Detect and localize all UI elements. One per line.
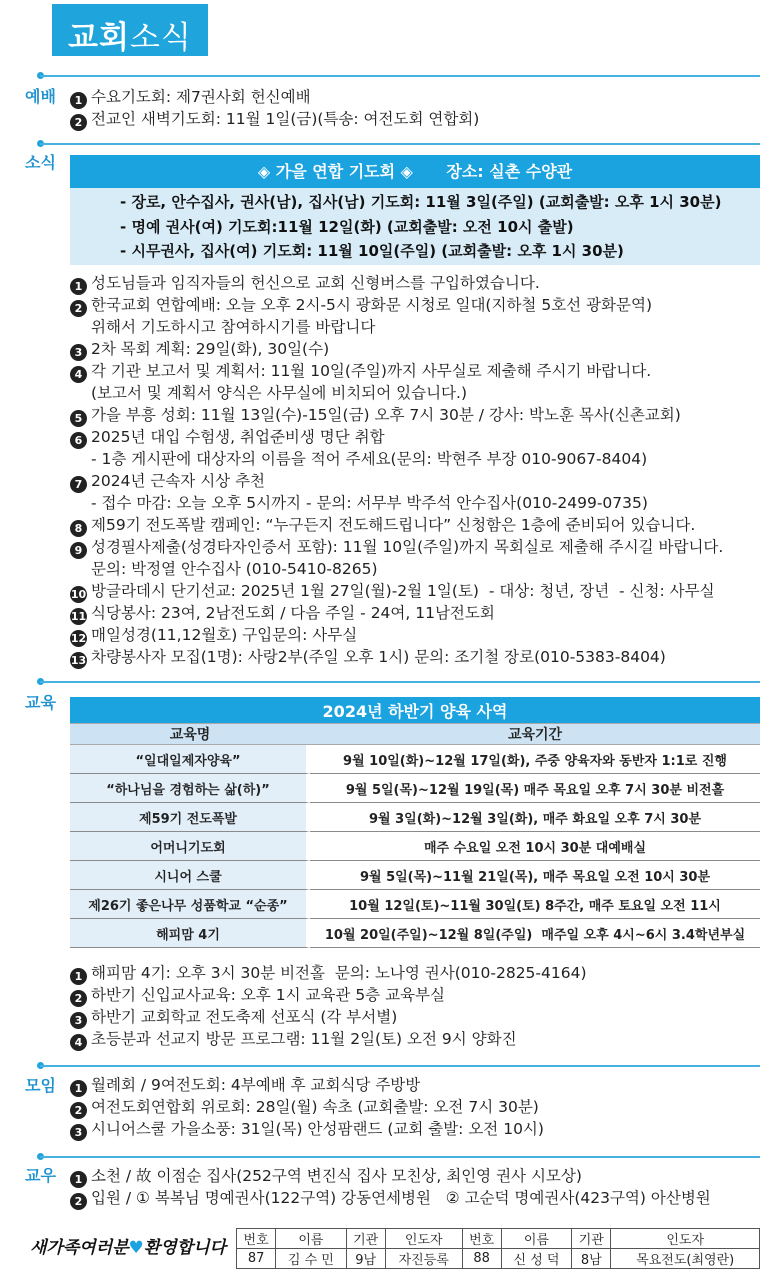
list-item xyxy=(70,108,760,130)
list-item xyxy=(70,294,760,316)
item-number: 1 xyxy=(70,92,87,109)
course-name: 제26기 좋은나무 성품학교 “순종” xyxy=(70,890,310,919)
item-text: 식당봉사: 23여, 2남전도회 / 다음 주일 - 24여, 11남전도회 xyxy=(91,604,495,622)
list-item xyxy=(70,624,760,646)
list-item xyxy=(70,1074,760,1096)
page-title xyxy=(52,4,208,56)
section-label-news: 소식 xyxy=(25,153,56,172)
banner-line: - 명예 권사(여) 기도회:11월 12일(화) (교회출발: 오전 10시 출발) xyxy=(120,217,574,236)
banner-line: - 시무권사, 집사(여) 기도회: 11월 10일(주일) (교회출발: 오후 1시 30분) xyxy=(120,242,624,260)
item-text: 입원 / ① 복복님 명예권사(122구역) 강동연세병원 ② 고순덕 명예권사(423구역) 아산병원 xyxy=(91,1189,711,1207)
welcome-message xyxy=(30,1233,226,1258)
item-number: 1 xyxy=(70,1080,87,1097)
table-cell: 8남 xyxy=(572,1249,611,1269)
worship-list xyxy=(70,86,760,130)
item-text: 전교인 새벽기도회: 11월 1일(금)(특송: 여전도회 연합회) xyxy=(91,110,480,128)
item-number: 2 xyxy=(70,990,87,1007)
list-item xyxy=(70,536,760,558)
page-title-bold: 교회 xyxy=(68,20,130,56)
item-number: 12 xyxy=(70,632,87,645)
item-number: 1 xyxy=(70,278,87,295)
meetings-list xyxy=(70,1074,760,1140)
section-divider xyxy=(40,681,760,683)
item-text: 각 기관 보고서 및 계획서: 11월 10일(주일)까지 사무실로 제출해 주시기 바랍니다. xyxy=(91,362,652,380)
section-label-meetings: 모임 xyxy=(25,1076,56,1095)
item-number: 3 xyxy=(70,1012,87,1029)
item-number: 1 xyxy=(70,1171,87,1188)
course-name: 해피맘 4기 xyxy=(70,919,310,948)
item-number: 11 xyxy=(70,610,87,623)
section-label-education: 교육 xyxy=(25,693,56,712)
list-item xyxy=(70,404,760,426)
item-number: 2 xyxy=(70,114,87,131)
item-number: 8 xyxy=(70,520,87,537)
list-item xyxy=(70,426,760,448)
list-item xyxy=(70,86,760,108)
table-row xyxy=(70,774,760,803)
item-number: 10 xyxy=(70,588,87,601)
section-divider xyxy=(40,1156,760,1158)
column-header: 번호 xyxy=(462,1229,501,1249)
item-text: 수요기도회: 제7권사회 헌신예배 xyxy=(91,88,311,106)
list-item-continued: - 접수 마감: 오늘 오후 5시까지 - 문의: 서무부 박주석 안수집사(010-2499-0735) xyxy=(91,494,648,512)
list-item xyxy=(70,360,760,382)
item-number: 3 xyxy=(70,1124,87,1141)
course-period: 10월 12일(토)~11월 30일(토) 8주간, 매주 토요일 오전 11시 xyxy=(310,890,760,919)
list-item xyxy=(70,1028,760,1050)
members-list xyxy=(70,1165,760,1209)
education-list xyxy=(70,962,760,1050)
course-period: 9월 3일(화)~12월 3일(화), 매주 화요일 오후 7시 30분 xyxy=(310,803,760,832)
table-row xyxy=(237,1249,760,1269)
column-header: 번호 xyxy=(237,1229,276,1249)
item-text: 해피맘 4기: 오후 3시 30분 비전홀 문의: 노나영 권사(010-2825-4164) xyxy=(91,964,587,982)
list-item xyxy=(70,1006,760,1028)
education-table xyxy=(70,697,760,948)
table-cell: 김 수 민 xyxy=(276,1249,346,1269)
item-number: 9 xyxy=(70,542,87,559)
item-number: 3 xyxy=(70,344,87,361)
list-item-continued: 위해서 기도하시고 참여하시기를 바랍니다 xyxy=(91,318,376,336)
list-item xyxy=(70,984,760,1006)
list-item xyxy=(70,272,760,294)
list-item xyxy=(70,962,760,984)
table-row xyxy=(70,919,760,948)
course-name: “하나님을 경험하는 삶(하)” xyxy=(70,774,310,803)
item-number: 13 xyxy=(70,654,87,667)
course-name: “일대일제자양육” xyxy=(70,745,310,774)
table-row xyxy=(70,745,760,774)
column-header: 이름 xyxy=(501,1229,571,1249)
column-header: 인도자 xyxy=(385,1229,462,1249)
table-cell: 87 xyxy=(237,1249,276,1269)
new-members-table xyxy=(236,1228,760,1269)
course-period: 9월 5일(목)~12월 19일(목) 매주 목요일 오후 7시 30분 비전홀 xyxy=(310,774,760,803)
list-item-continued: (보고서 및 계획서 양식은 사무실에 비치되어 있습니다.) xyxy=(91,384,467,402)
course-period: 매주 수요일 오전 10시 30분 대예배실 xyxy=(310,832,760,861)
section-label-worship: 예배 xyxy=(25,87,56,106)
item-number: 4 xyxy=(70,366,87,383)
item-text: 월례회 / 9여전도회: 4부예배 후 교회식당 주방방 xyxy=(91,1076,421,1094)
item-text: 2025년 대입 수험생, 취업준비생 명단 취합 xyxy=(91,428,385,446)
item-text: 성경필사제출(성경타자인증서 포함): 11월 10일(주일)까지 목회실로 제출해 주시길 바랍니다. xyxy=(91,538,724,556)
item-text: 초등분과 선교지 방문 프로그램: 11월 2일(토) 오전 9시 양화진 xyxy=(91,1030,517,1048)
heart-icon: ♥ xyxy=(128,1238,144,1258)
table-row xyxy=(70,890,760,919)
course-period: 9월 10일(화)~12월 17일(화), 주중 양육자와 동반자 1:1로 진행 xyxy=(310,745,760,774)
item-number: 2 xyxy=(70,1102,87,1119)
list-item-continued: 문의: 박정열 안수집사 (010-5410-8265) xyxy=(91,560,378,578)
list-item xyxy=(70,646,760,668)
table-cell: 목요전도(최영란) xyxy=(611,1249,760,1269)
item-text: 시니어스쿨 가을소풍: 31일(목) 안성팜랜드 (교회 출발: 오전 10시) xyxy=(91,1120,544,1138)
column-header-name: 교육명 xyxy=(70,723,310,745)
item-text: 성도님들과 임직자들의 헌신으로 교회 신형버스를 구입하였습니다. xyxy=(91,274,540,292)
item-number: 5 xyxy=(70,410,87,427)
item-text: 매일성경(11,12월호) 구입문의: 사무실 xyxy=(91,626,358,644)
list-item xyxy=(70,602,760,624)
item-number: 4 xyxy=(70,1034,87,1051)
banner-line: - 장로, 안수집사, 권사(남), 집사(남) 기도회: 11월 3일(주일) (교회출발: 오후 1시 30분) xyxy=(120,193,722,211)
item-text: 제59기 전도폭발 캠페인: “누구든지 전도해드립니다” 신청함은 1층에 준비되어 있습니다. xyxy=(91,516,696,534)
welcome-text-right: 환영합니다 xyxy=(143,1238,226,1258)
item-text: 하반기 교회학교 전도축제 선포식 (각 부서별) xyxy=(91,1008,398,1026)
column-header-period: 교육기간 xyxy=(310,723,760,745)
item-text: 방글라데시 단기선교: 2025년 1월 27일(월)-2월 1일(토) - 대상: 청년, 장년 - 신청: 사무실 xyxy=(91,582,715,600)
item-text: 하반기 신입교사교육: 오후 1시 교육관 5층 교육부실 xyxy=(91,986,445,1004)
course-period: 9월 5일(목)~11월 21일(목), 매주 목요일 오전 10시 30분 xyxy=(310,861,760,890)
column-header: 기관 xyxy=(572,1229,611,1249)
course-period: 10월 20일(주일)~12월 8일(주일) 매주일 오후 4시~6시 3.4학년부실 xyxy=(310,919,760,948)
course-name: 어머니기도회 xyxy=(70,832,310,861)
item-text: 한국교회 연합예배: 오늘 오후 2시-5시 광화문 시청로 일대(지하철 5호선 광화문역) xyxy=(91,296,653,314)
section-divider xyxy=(40,75,760,77)
item-text: 소천 / 故 이점순 집사(252구역 변진식 집사 모친상, 최인영 권사 시모상) xyxy=(91,1167,582,1185)
list-item xyxy=(70,338,760,360)
item-number: 6 xyxy=(70,432,87,449)
table-row xyxy=(70,803,760,832)
table-cell: 9남 xyxy=(346,1249,385,1269)
column-header: 기관 xyxy=(346,1229,385,1249)
table-row xyxy=(70,832,760,861)
list-item xyxy=(70,1096,760,1118)
column-header: 이름 xyxy=(276,1229,346,1249)
table-cell: 신 성 덕 xyxy=(501,1249,571,1269)
item-number: 1 xyxy=(70,968,87,985)
list-item xyxy=(70,1165,760,1187)
item-text: 차량봉사자 모집(1명): 사랑2부(주일 오후 1시) 문의: 조기철 장로(010-5383-8404) xyxy=(91,648,666,666)
table-title: 2024년 하반기 양육 사역 xyxy=(70,697,760,723)
list-item xyxy=(70,580,760,602)
section-label-members: 교우 xyxy=(25,1166,56,1185)
page-title-thin: 소식 xyxy=(129,20,192,56)
course-name: 제59기 전도폭발 xyxy=(70,803,310,832)
table-cell: 자진등록 xyxy=(385,1249,462,1269)
table-row xyxy=(70,861,760,890)
news-list xyxy=(70,272,760,668)
list-item xyxy=(70,1187,760,1209)
prayer-banner: ◈ 가을 연합 기도회 ◈ 장소: 실촌 수양관 xyxy=(70,155,760,188)
list-item xyxy=(70,514,760,536)
list-item xyxy=(70,470,760,492)
item-text: 여전도회연합회 위로회: 28일(월) 속초 (교회출발: 오전 7시 30분) xyxy=(91,1098,539,1116)
prayer-banner-details xyxy=(70,188,760,265)
list-item xyxy=(70,1118,760,1140)
section-divider xyxy=(40,1065,760,1067)
item-number: 2 xyxy=(70,1193,87,1210)
item-number: 2 xyxy=(70,300,87,317)
item-text: 2024년 근속자 시상 추천 xyxy=(91,472,266,490)
section-divider xyxy=(40,143,760,145)
list-item-continued: - 1층 게시판에 대상자의 이름을 적어 주세요(문의: 박현주 부장 010-9067-8404) xyxy=(91,450,648,468)
welcome-text-left: 새가족여러분 xyxy=(30,1238,129,1258)
course-name: 시니어 스쿨 xyxy=(70,861,310,890)
item-text: 2차 목회 계획: 29일(화), 30일(수) xyxy=(91,340,330,358)
item-text: 가을 부흥 성회: 11월 13일(수)-15일(금) 오후 7시 30분 / 강사: 박노훈 목사(신촌교회) xyxy=(91,406,681,424)
table-cell: 88 xyxy=(462,1249,501,1269)
item-number: 7 xyxy=(70,476,87,493)
column-header: 인도자 xyxy=(611,1229,760,1249)
